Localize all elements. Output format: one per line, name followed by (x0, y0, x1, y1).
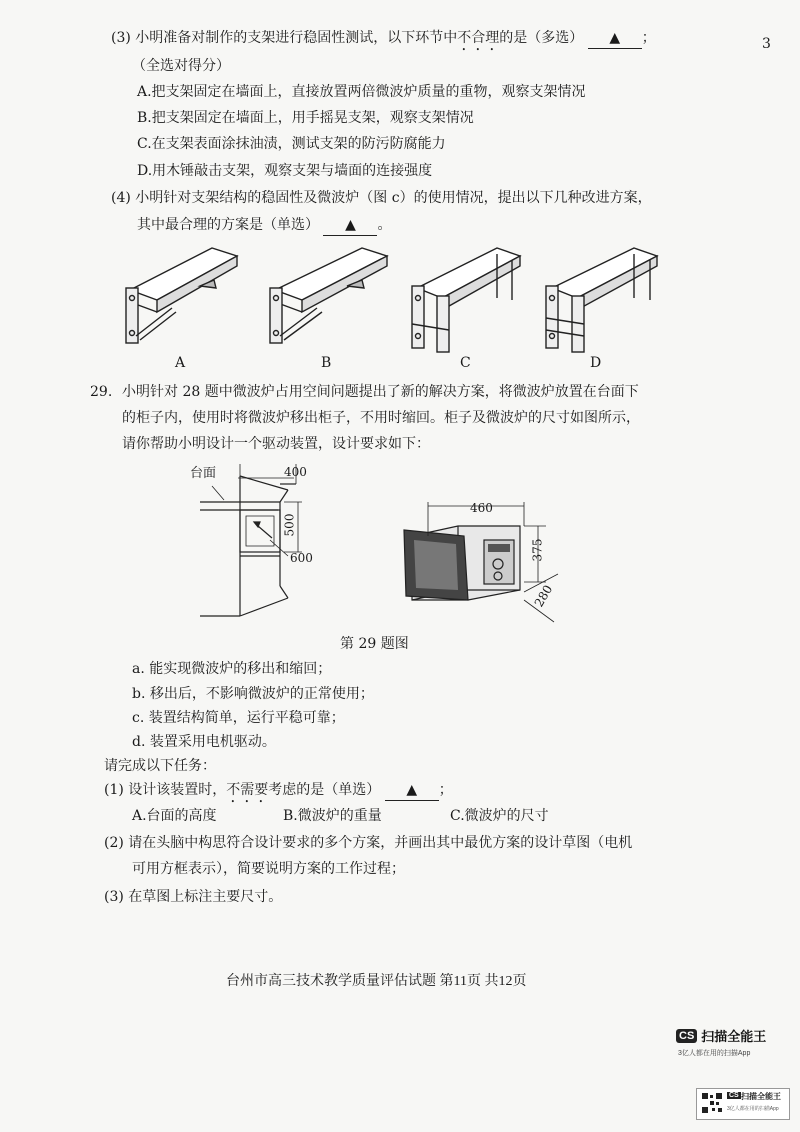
qr-code-icon (701, 1092, 723, 1114)
q28-3-option-d: D.用木锤敲击支架，观察支架与墙面的连接强度 (137, 163, 433, 179)
page-number: 3 (762, 36, 771, 52)
bracket-option-b-figure (270, 248, 387, 343)
q28-3-stem-emph: 不合理 (457, 30, 500, 46)
scanner-qr-block (696, 1088, 790, 1120)
q29-requirement-d: d. 装置采用电机驱动。 (132, 734, 276, 750)
scanner-tagline: 3亿人都在用的扫描App (678, 1050, 751, 1057)
q29-task1 (104, 780, 453, 806)
q29-requirement-a: a. 能实现微波炉的移出和缩回； (132, 661, 332, 677)
bracket-label-d: D (590, 355, 602, 371)
scanner-small-tagline: 3亿人都在用的扫描App (727, 1106, 779, 1112)
q29-line3: 请你帮助小明设计一个驱动装置，设计要求如下： (122, 436, 430, 452)
scanner-small-name: 扫描全能王 (741, 1092, 781, 1101)
bracket-figures (112, 238, 672, 358)
scanner-logo (676, 1026, 766, 1045)
bracket-option-c-figure (412, 248, 520, 352)
cabinet-dim-width: 600 (290, 551, 313, 565)
q29-task1-end: ； (438, 782, 453, 798)
q29-task-intro: 请完成以下任务： (104, 758, 216, 774)
q29-line2: 的柜子内，使用时将微波炉移出柜子，不用时缩回。柜子及微波炉的尺寸如图所示， (122, 410, 640, 426)
q28-3-stem-pre: (3) 小明准备对制作的支架进行稳固性测试，以下环节中 (111, 30, 458, 46)
q29-line1: 小明针对 28 题中微波炉占用空间问题提出了新的解决方案，将微波炉放置在台面下 (122, 384, 639, 400)
q29-number: 29. (90, 384, 113, 400)
cabinet-dim-depth: 400 (284, 465, 307, 479)
scanner-small-badge: CS (729, 1092, 739, 1099)
scanner-name: 扫描全能王 (701, 1029, 767, 1044)
cabinet-label-countertop: 台面 (190, 466, 217, 481)
q29-task1-option-a: A.台面的高度 (132, 808, 217, 824)
cabinet-dim-height: 500 (282, 513, 297, 537)
q29-task1-answer-blank: ▲ (385, 780, 439, 801)
bracket-option-a-figure (126, 248, 237, 343)
q28-3-stem (111, 28, 656, 54)
q29-task2-line1: (2) 请在头脑中构思符合设计要求的多个方案，并画出其中最优方案的设计草图（电机 (104, 835, 633, 851)
q28-3-option-a: A.把支架固定在墙面上，直接放置两倍微波炉质量的重物，观察支架情况 (137, 84, 586, 100)
q29-task3: (3) 在草图上标注主要尺寸。 (104, 889, 283, 905)
q29-task2-line2: 可用方框表示），简要说明方案的工作过程； (132, 861, 405, 877)
q28-3-stem-end: ； (641, 30, 656, 46)
q29-task1-post: 考虑的是（单选） (268, 782, 381, 798)
microwave-figure (398, 496, 588, 636)
q28-4-answer-blank: ▲ (323, 215, 377, 236)
q28-4-line1: (4) 小明针对支架结构的稳固性及微波炉（图 c）的使用情况，提出以下几种改进方案， (111, 190, 652, 206)
page-footer: 台州市高三技术教学质量评估试题 第11页 共12页 (226, 974, 527, 989)
q28-3-stem-post: 的是（多选） (499, 30, 584, 46)
q28-3-option-b: B.把支架固定在墙面上，用手摇晃支架，观察支架情况 (137, 110, 474, 126)
q29-figure-caption: 第 29 题图 (340, 636, 409, 652)
q29-task1-option-b: B.微波炉的重量 (283, 808, 382, 824)
cabinet-figure (198, 456, 338, 626)
q28-4-line2-end: 。 (377, 217, 392, 233)
microwave-dim-width: 460 (470, 501, 493, 515)
q28-3-option-c: C.在支架表面涂抹油渍，测试支架的防污防腐能力 (137, 136, 446, 152)
q28-3-answer-blank: ▲ (588, 28, 642, 49)
bracket-option-d-figure (546, 248, 657, 352)
microwave-dim-height: 375 (530, 538, 545, 562)
bracket-label-b: B (321, 355, 332, 371)
q29-task1-emph: 不需要 (226, 782, 269, 798)
bracket-label-c: C (460, 355, 471, 371)
q29-requirement-c: c. 装置结构简单，运行平稳可靠； (132, 710, 345, 726)
microwave-dim-depth: 280 (531, 582, 556, 610)
q29-task1-pre: (1) 设计该装置时， (104, 782, 227, 798)
q28-4-line2 (137, 215, 391, 236)
q29-requirement-b: b. 移出后，不影响微波炉的正常使用； (132, 686, 374, 702)
bracket-label-a: A (175, 355, 186, 371)
q28-4-line2-pre: 其中最合理的方案是（单选） (137, 217, 319, 233)
q28-3-note: （全选对得分） (132, 58, 230, 74)
scanner-badge-icon: CS (676, 1029, 697, 1043)
q29-task1-option-c: C.微波炉的尺寸 (450, 808, 549, 824)
